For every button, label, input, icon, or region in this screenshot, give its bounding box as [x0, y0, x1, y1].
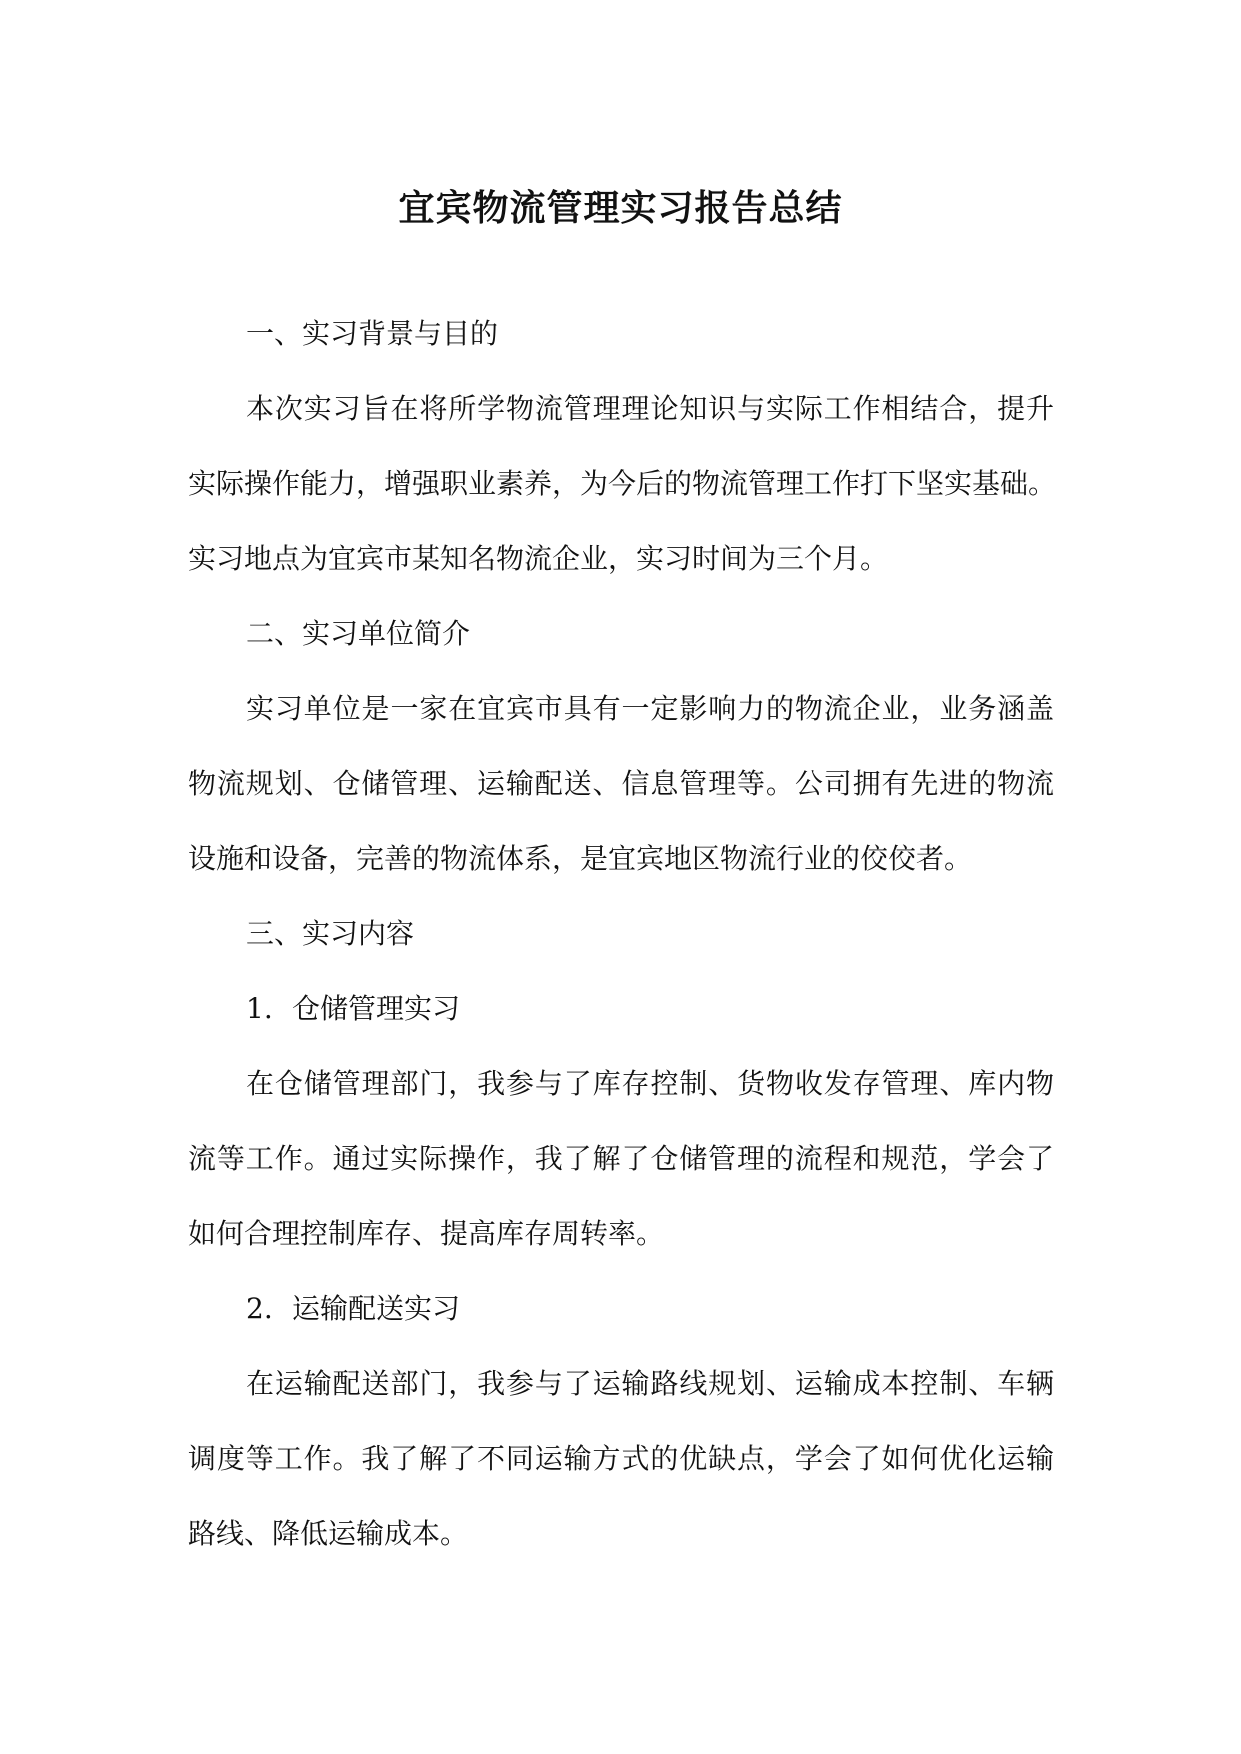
document-title: 宜宾物流管理实习报告总结 — [398, 187, 843, 229]
subsection-heading-warehouse — [188, 978, 1054, 1053]
paragraph-line: 实习单位是一家在宜宾市具有一定影响力的物流企业，业务涵盖 — [246, 692, 1054, 725]
paragraph-line: 设施和设备，完善的物流体系，是宜宾地区物流行业的佼佼者。 — [188, 842, 973, 875]
paragraph-line: 实习地点为宜宾市某知名物流企业，实习时间为三个月。 — [188, 542, 889, 575]
subsection-number: 2. — [246, 1292, 273, 1325]
section-heading-content: 三、实习内容 — [246, 917, 415, 950]
paragraph-line: 如何合理控制库存、提高库存周转率。 — [188, 1217, 665, 1250]
paragraph-line: 在运输配送部门，我参与了运输路线规划、运输成本控制、车辆 — [246, 1367, 1054, 1400]
subsection-heading-transport — [188, 1278, 1054, 1353]
paragraph-line: 物流规划、仓储管理、运输配送、信息管理等。公司拥有先进的物流 — [188, 767, 1054, 800]
paragraph-line: 本次实习旨在将所学物流管理理论知识与实际工作相结合，提升 — [246, 392, 1054, 425]
paragraph-line: 实际操作能力，增强职业素养，为今后的物流管理工作打下坚实基础。 — [188, 467, 1057, 500]
section-heading-company: 二、实习单位简介 — [246, 617, 471, 650]
document-body — [188, 303, 1057, 1578]
paragraph-line: 路线、降低运输成本。 — [188, 1517, 469, 1550]
subsection-title: 运输配送实习 — [292, 1292, 461, 1325]
paragraph-line: 调度等工作。我了解了不同运输方式的优缺点，学会了如何优化运输 — [188, 1442, 1054, 1475]
subsection-title: 仓储管理实习 — [292, 992, 461, 1025]
section-heading-background: 一、实习背景与目的 — [246, 317, 499, 350]
subsection-number: 1. — [246, 992, 273, 1025]
paragraph-line: 流等工作。通过实际操作，我了解了仓储管理的流程和规范，学会了 — [188, 1142, 1054, 1175]
paragraph-line: 在仓储管理部门，我参与了库存控制、货物收发存管理、库内物 — [246, 1067, 1054, 1100]
